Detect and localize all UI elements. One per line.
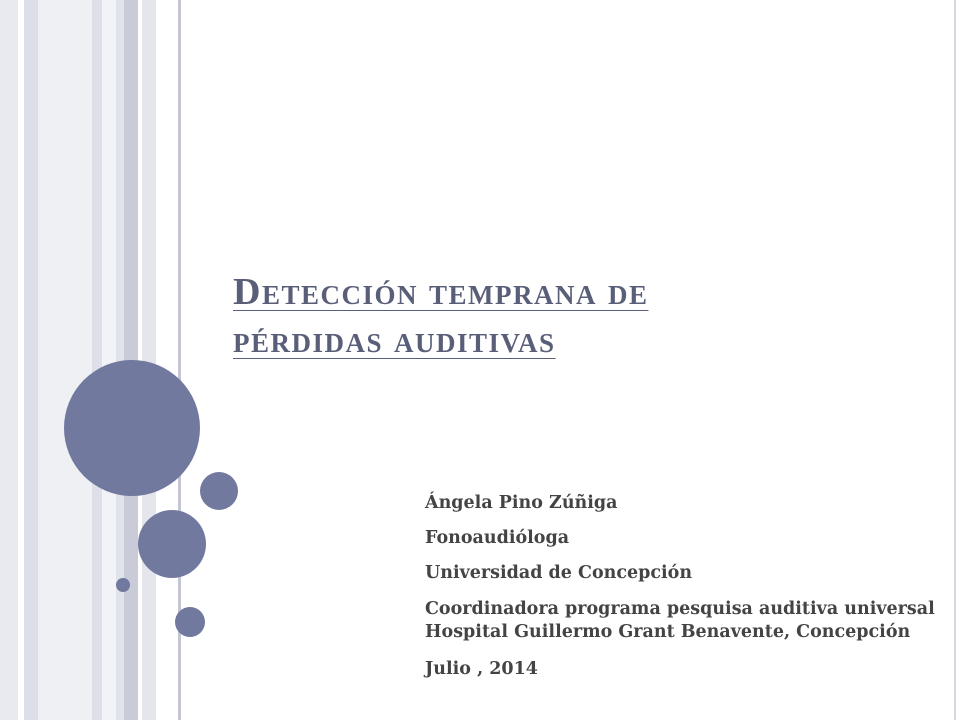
decorative-circle-small bbox=[175, 607, 205, 637]
decorative-stripe bbox=[24, 0, 38, 720]
slide-subtitle bbox=[425, 493, 935, 694]
decorative-stripe bbox=[92, 0, 102, 720]
title-line-1: Detección temprana de bbox=[233, 271, 649, 313]
decorative-stripe bbox=[102, 0, 116, 720]
title-line-2: pérdidas auditivas bbox=[233, 319, 556, 361]
author-profession: Fonoaudióloga bbox=[425, 528, 570, 548]
right-border-line bbox=[954, 0, 956, 720]
decorative-circle-small bbox=[200, 472, 238, 510]
decorative-stripe bbox=[0, 0, 18, 720]
author-role: Coordinadora programa pesquisa auditiva universal Hospital Guillermo Grant Benavente, Concepción bbox=[425, 599, 935, 642]
decorative-circle-dot bbox=[116, 578, 130, 592]
decorative-circle-large bbox=[64, 360, 200, 496]
slide-title bbox=[233, 268, 913, 364]
author-university: Universidad de Concepción bbox=[425, 563, 693, 583]
decorative-stripe bbox=[38, 0, 92, 720]
author-name: Ángela Pino Zúñiga bbox=[425, 493, 618, 513]
presentation-date: Julio , 2014 bbox=[425, 659, 538, 679]
decorative-circle-medium bbox=[138, 510, 206, 578]
decorative-stripe bbox=[142, 0, 156, 720]
